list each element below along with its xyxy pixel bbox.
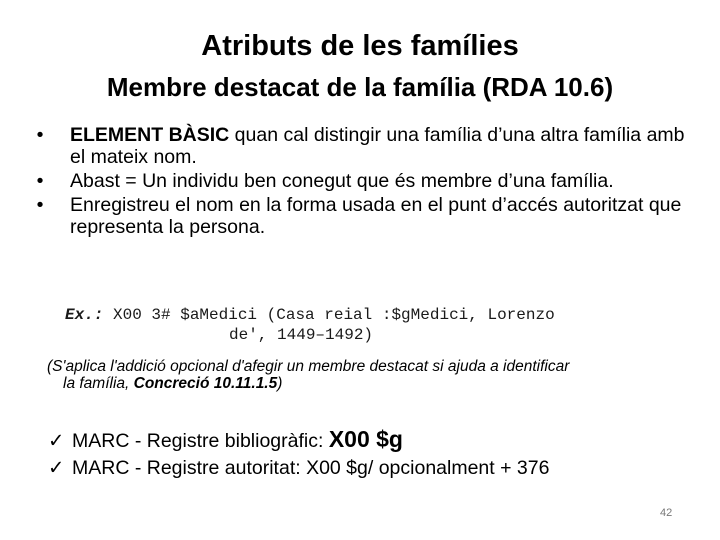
optional-addition-note [47,358,687,392]
bullet-icon: • [36,124,44,146]
note-close: ) [277,375,283,392]
example-code: X00 3# $aMedici (Casa reial :$gMedici, Lorenzo [103,306,555,324]
bullet-item-record [30,194,690,238]
example-line-1 [65,305,695,325]
example-line-2: de', 1449–1492) [229,326,374,344]
bullet-item-basic-element [30,124,690,168]
check-emphasis: X00 $g [328,426,403,452]
bullet-icon: • [36,194,44,216]
check-item-bibliographic [48,426,403,453]
check-text: MARC - Registre autoritat: X00 $g/ opcionalment + 376 [72,457,550,479]
note-text: la família, [63,375,134,392]
bullet-item-scope [30,170,690,192]
check-item-authority [48,456,549,480]
bullet-list [30,124,690,240]
note-reference: Concreció 10.11.1.5 [133,375,278,392]
bullet-text: quan cal distingir una família d’una altra família amb el mateix nom. [70,124,685,168]
checkmark-icon: ✓ [48,430,65,452]
slide-subtitle: Membre destacat de la família (RDA 10.6) [106,72,614,102]
slide-title: Atributs de les famílies [201,30,519,62]
bullet-text: Abast = Un individu ben conegut que és membre d’una família. [70,170,614,192]
bullet-label: ELEMENT BÀSIC [70,124,230,146]
check-text: MARC - Registre bibliogràfic: [72,430,329,452]
bullet-icon: • [36,170,44,192]
checkmark-icon: ✓ [48,457,65,479]
note-line-1: (S'aplica l'addició opcional d'afegir un membre destacat si ajuda a identificar [47,358,570,375]
marc-example [65,305,695,345]
example-label: Ex.: [65,306,104,324]
note-line-2 [47,375,687,392]
bullet-text: Enregistreu el nom en la forma usada en el punt d’accés autoritzat que representa la persona. [70,194,682,238]
page-number: 42 [660,507,673,519]
